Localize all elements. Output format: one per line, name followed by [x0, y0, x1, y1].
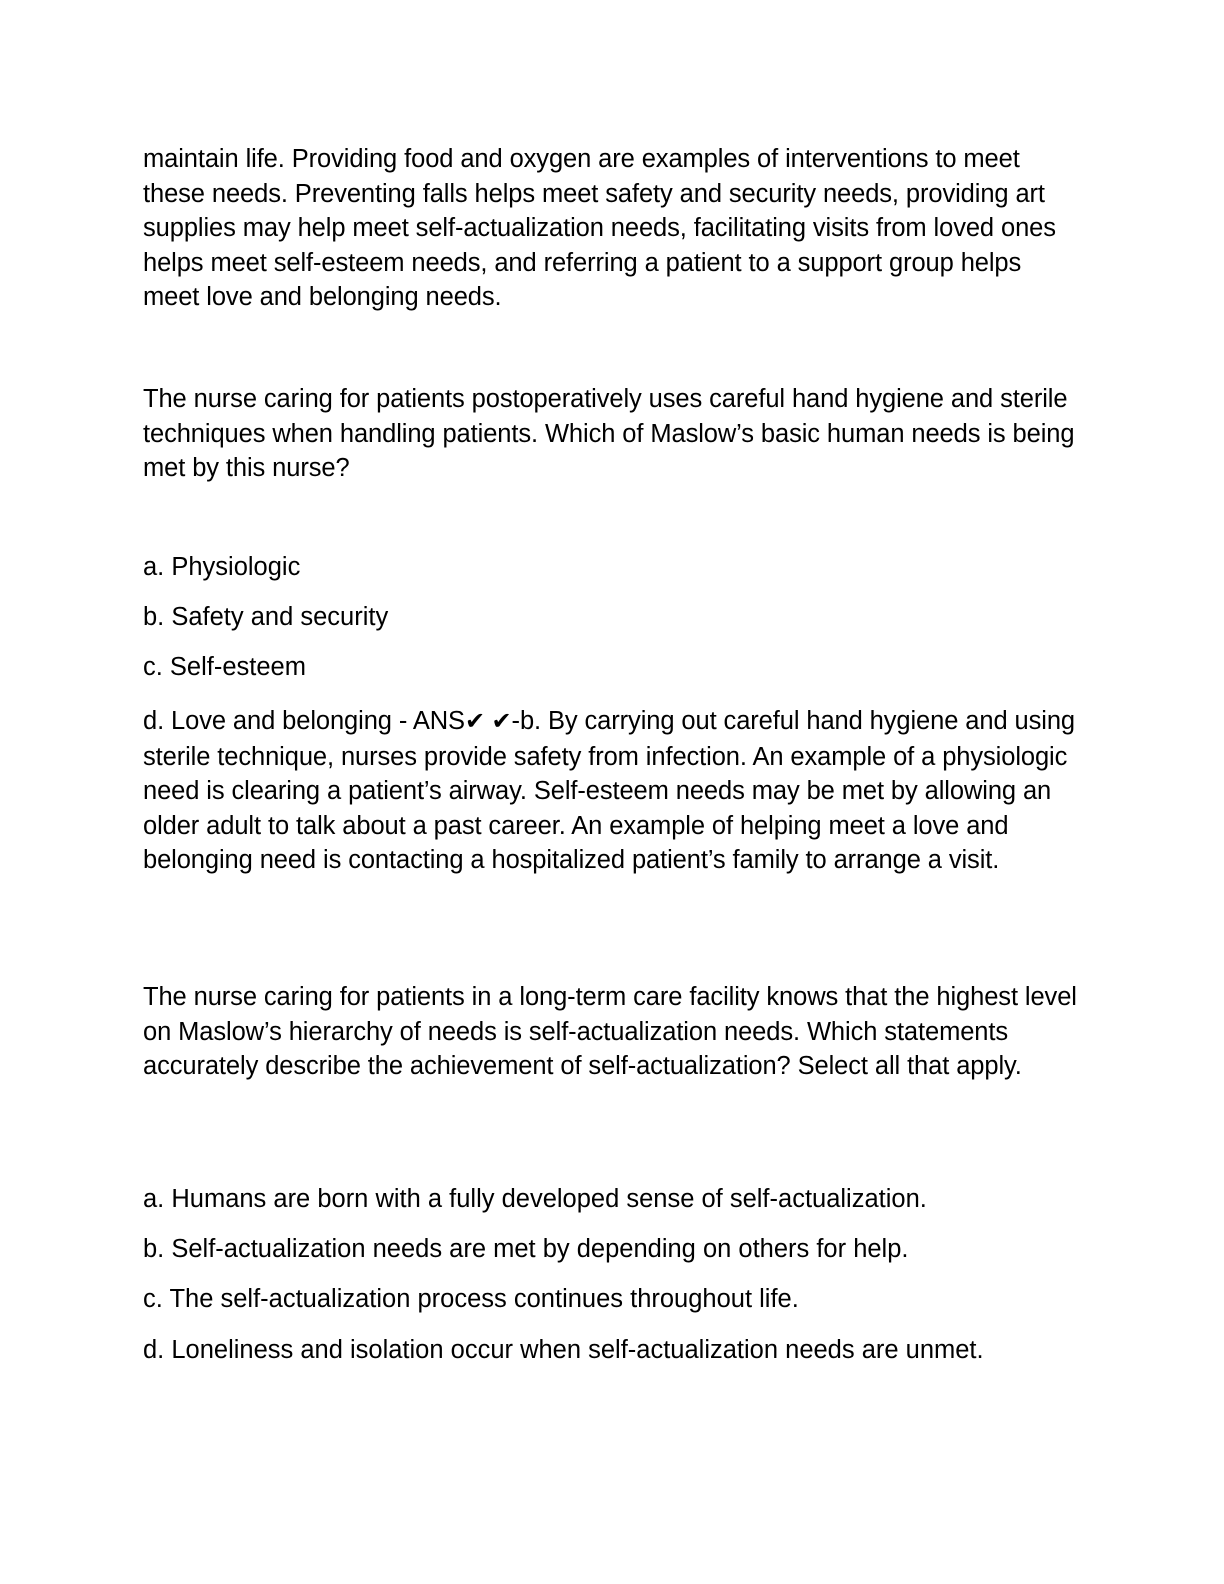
question2-option-c: c. The self-actualization process continues throughout life.	[143, 1285, 799, 1313]
question1-answer-explanation: -b. By carrying out careful hand hygiene and using sterile technique, nurses provide safety from infection. An example of a physiologic need is clearing a patient’s airway. Self-esteem needs may be met by allowing an older adult to talk about a past career. An example of helping meet a love and belonging need is contacting a hospitalized patient’s family to arrange a visit.	[143, 707, 1075, 874]
question2-option-d: d. Loneliness and isolation occur when self-actualization needs are unmet.	[143, 1336, 984, 1364]
question2-option-a: a. Humans are born with a fully developed sense of self-actualization.	[143, 1185, 927, 1213]
question1-stem: The nurse caring for patients postoperatively uses careful hand hygiene and sterile techniques when handling patients. Which of Maslow’s basic human needs is being met by this nurse?	[143, 385, 1075, 482]
question2-stem: The nurse caring for patients in a long-term care facility knows that the highest level on Maslow’s hierarchy of needs is self-actualization needs. Which statements accurately describe the achievement of self-actualization? Select all that apply.	[143, 983, 1077, 1080]
check-mark-icon: ✔ ✔	[464, 708, 512, 735]
intro-paragraph: maintain life. Providing food and oxygen are examples of interventions to meet these needs. Preventing falls helps meet safety and security needs, providing art supplies may help meet self-actualization needs, facilitating visits from loved ones helps meet self-esteem needs, and referring a patient to a support group helps meet love and belonging needs.	[143, 145, 1056, 311]
question1-option-c: c. Self-esteem	[143, 653, 306, 681]
question1-option-a: a. Physiologic	[143, 553, 301, 581]
question1-option-d: d. Love and belonging - ANS	[143, 707, 465, 735]
question1-option-d-with-answer	[143, 704, 1083, 878]
question1-option-b: b. Safety and security	[143, 603, 389, 631]
question2-option-b: b. Self-actualization needs are met by depending on others for help.	[143, 1235, 909, 1263]
